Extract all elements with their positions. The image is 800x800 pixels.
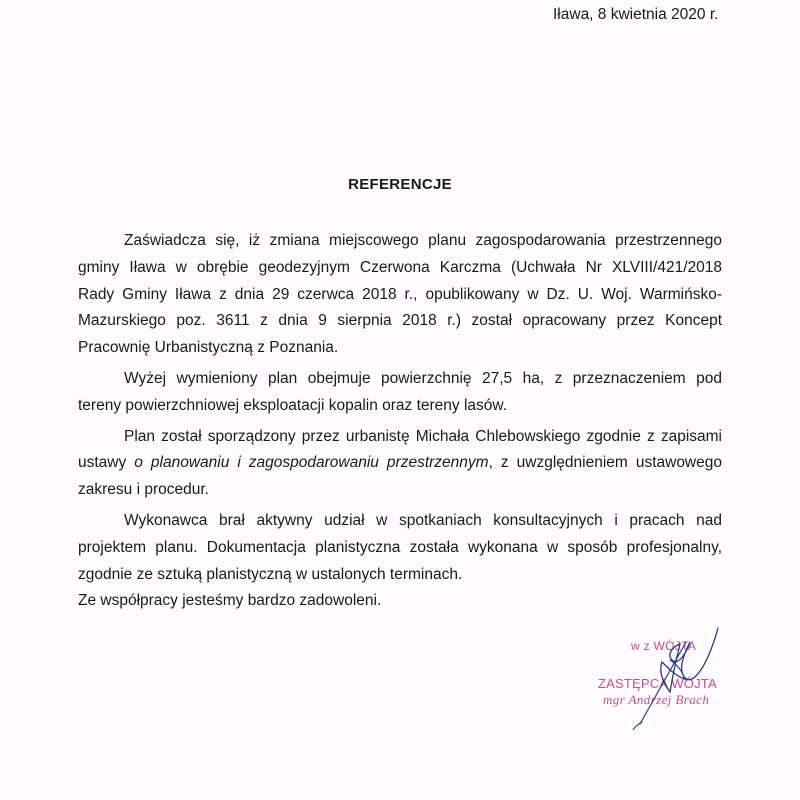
stamp-name: mgr Andrzej Brach bbox=[603, 692, 710, 707]
text-line: Mazurskiego poz. 3611 z dnia 9 sierpnia 2018 r.) został opracowany przez Koncept bbox=[78, 312, 722, 330]
text-line: projektem planu. Dokumentacja planistyczna została wykonana w sposób profesjonalny, bbox=[78, 538, 722, 556]
text-segment: , z uwzględnieniem ustawowego bbox=[488, 454, 722, 472]
text-line: zgodnie ze sztuką planistyczną w ustalonych terminach. bbox=[78, 565, 463, 583]
law-title-italic: o planowaniu i zagospodarowaniu przestrzennym bbox=[134, 454, 489, 472]
paragraph-3 bbox=[78, 424, 722, 504]
paragraph-4 bbox=[78, 508, 722, 588]
text-line bbox=[78, 450, 722, 477]
stamp-deputy-label: w z WÓJTA bbox=[631, 639, 697, 653]
text-line: gminy Iława w obrębie geodezyjnym Czerwona Karczma (Uchwała Nr XLVIII/421/2018 bbox=[78, 258, 722, 276]
place-date: Iława, 8 kwietnia 2020 r. bbox=[553, 6, 719, 23]
letter-body bbox=[78, 228, 722, 615]
closing-sentence: Ze współpracy jesteśmy bardzo zadowoleni. bbox=[78, 592, 382, 610]
document-title: REFERENCJE bbox=[348, 176, 452, 193]
official-stamp bbox=[598, 636, 738, 726]
stamp-position: ZASTĘPCA WÓJTA bbox=[598, 676, 717, 691]
paragraph-1 bbox=[78, 228, 722, 362]
paragraph-2 bbox=[78, 366, 722, 420]
text-line: Pracownię Urbanistyczną z Poznania. bbox=[78, 339, 339, 357]
text-line: Wyżej wymieniony plan obejmuje powierzchnię 27,5 ha, z przeznaczeniem pod bbox=[124, 369, 722, 387]
text-line: zakresu i procedur. bbox=[78, 481, 209, 499]
text-line: Rady Gminy Iława z dnia 29 czerwca 2018 r., opublikowany w Dz. U. Woj. Warmińsko- bbox=[78, 285, 722, 303]
text-segment: ustawy bbox=[78, 454, 135, 472]
text-line: tereny powierzchniowej eksploatacji kopalin oraz tereny lasów. bbox=[78, 396, 508, 414]
text-line: Plan został sporządzony przez urbanistę Michała Chlebowskiego zgodnie z zapisami bbox=[124, 427, 722, 445]
text-line: Zaświadcza się, iż zmiana miejscowego planu zagospodarowania przestrzennego bbox=[124, 232, 722, 249]
text-line: Wykonawca brał aktywny udział w spotkaniach konsultacyjnych i pracach nad bbox=[124, 511, 722, 529]
